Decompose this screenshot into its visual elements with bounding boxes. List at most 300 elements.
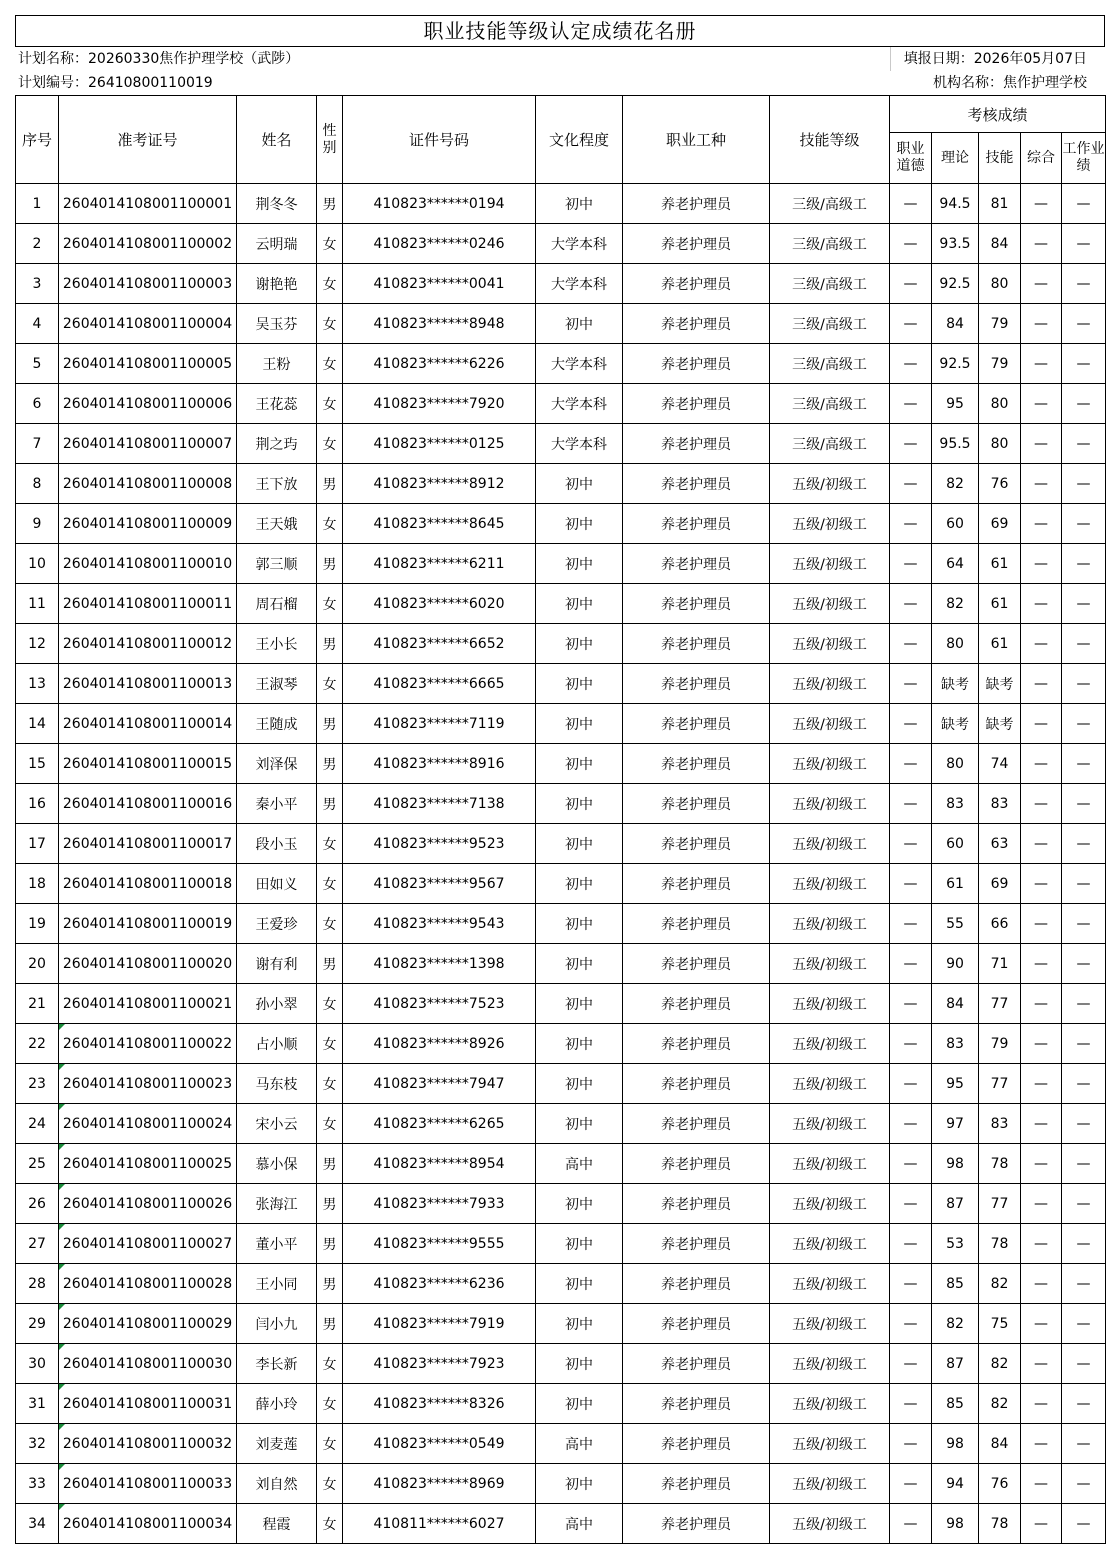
cell-id-number: 410823******9555 [343,1224,536,1264]
cell-ethics: — [890,1264,932,1304]
cell-ethics: — [890,984,932,1024]
cell-id-number: 410823******9543 [343,904,536,944]
cell-education: 初中 [536,1464,623,1504]
cell-ethics: — [890,744,932,784]
cell-ethics: — [890,1024,932,1064]
table-row [16,544,1106,584]
cell-education: 高中 [536,1504,623,1544]
cell-theory: 85 [932,1264,979,1304]
cell-work-performance: — [1062,624,1106,664]
header-name: 姓名 [237,96,317,184]
cell-name: 谢有利 [237,944,317,984]
cell-skill: 76 [979,464,1021,504]
cell-skill: 缺考 [979,664,1021,704]
cell-seq: 9 [16,504,59,544]
cell-id-number: 410823******8912 [343,464,536,504]
cell-theory: 98 [932,1424,979,1464]
cell-id-number: 410823******7119 [343,704,536,744]
cell-theory: 95 [932,1064,979,1104]
cell-ethics: — [890,1104,932,1144]
table-row [16,184,1106,224]
cell-work-performance: — [1062,1424,1106,1464]
cell-ethics: — [890,344,932,384]
cell-skill-level: 五级/初级工 [770,544,890,584]
cell-gender: 女 [317,584,343,624]
cell-occupation: 养老护理员 [623,1264,770,1304]
cell-seq: 21 [16,984,59,1024]
cell-education: 初中 [536,624,623,664]
cell-work-performance: — [1062,184,1106,224]
score-table [15,95,1106,1544]
cell-name: 宋小云 [237,1104,317,1144]
cell-seq: 26 [16,1184,59,1224]
header-id-number: 证件号码 [343,96,536,184]
cell-skill: 78 [979,1224,1021,1264]
cell-skill-level: 五级/初级工 [770,784,890,824]
cell-name: 云明瑞 [237,224,317,264]
cell-skill-level: 五级/初级工 [770,704,890,744]
cell-theory: 93.5 [932,224,979,264]
cell-education: 初中 [536,1344,623,1384]
cell-skill-level: 五级/初级工 [770,1424,890,1464]
table-header [16,96,1106,184]
cell-skill-level: 五级/初级工 [770,1184,890,1224]
cell-gender: 男 [317,784,343,824]
header-education: 文化程度 [536,96,623,184]
cell-seq: 2 [16,224,59,264]
cell-occupation: 养老护理员 [623,1064,770,1104]
cell-seq: 33 [16,1464,59,1504]
cell-occupation: 养老护理员 [623,904,770,944]
cell-skill: 78 [979,1504,1021,1544]
cell-work-performance: — [1062,944,1106,984]
cell-name: 王下放 [237,464,317,504]
cell-id-number: 410823******8645 [343,504,536,544]
cell-occupation: 养老护理员 [623,1384,770,1424]
cell-occupation: 养老护理员 [623,864,770,904]
cell-skill: 81 [979,184,1021,224]
cell-name: 田如义 [237,864,317,904]
cell-work-performance: — [1062,1184,1106,1224]
cell-theory: 83 [932,784,979,824]
cell-name: 周石榴 [237,584,317,624]
cell-gender: 女 [317,904,343,944]
cell-occupation: 养老护理员 [623,824,770,864]
cell-skill-level: 五级/初级工 [770,1384,890,1424]
cell-education: 初中 [536,464,623,504]
cell-work-performance: — [1062,504,1106,544]
cell-education: 初中 [536,704,623,744]
cell-id-number: 410811******6027 [343,1504,536,1544]
cell-name: 王天娥 [237,504,317,544]
cell-ethics: — [890,1424,932,1464]
cell-ethics: — [890,304,932,344]
cell-gender: 男 [317,744,343,784]
cell-occupation: 养老护理员 [623,224,770,264]
cell-education: 大学本科 [536,344,623,384]
table-row [16,1224,1106,1264]
cell-skill: 74 [979,744,1021,784]
cell-skill-level: 五级/初级工 [770,664,890,704]
cell-id-number: 410823******0549 [343,1424,536,1464]
table-row [16,384,1106,424]
cell-name: 孙小翠 [237,984,317,1024]
cell-gender: 女 [317,304,343,344]
cell-name: 荆之玙 [237,424,317,464]
cell-name: 秦小平 [237,784,317,824]
cell-id-number: 410823******7923 [343,1344,536,1384]
cell-occupation: 养老护理员 [623,544,770,584]
cell-occupation: 养老护理员 [623,184,770,224]
cell-theory: 94 [932,1464,979,1504]
cell-occupation: 养老护理员 [623,984,770,1024]
cell-occupation: 养老护理员 [623,1424,770,1464]
cell-ticket: 2604014108001100025 [59,1144,237,1184]
cell-theory: 87 [932,1184,979,1224]
table-row [16,1344,1106,1384]
cell-id-number: 410823******8954 [343,1144,536,1184]
cell-seq: 3 [16,264,59,304]
cell-theory: 80 [932,624,979,664]
cell-overall: — [1021,1224,1062,1264]
cell-ticket: 2604014108001100027 [59,1224,237,1264]
cell-skill: 82 [979,1384,1021,1424]
cell-gender: 女 [317,1424,343,1464]
cell-name: 吴玉芬 [237,304,317,344]
cell-skill: 84 [979,224,1021,264]
cell-occupation: 养老护理员 [623,624,770,664]
header-theory: 理论 [932,133,979,184]
table-row [16,464,1106,504]
cell-education: 初中 [536,184,623,224]
cell-theory: 缺考 [932,664,979,704]
cell-skill-level: 五级/初级工 [770,1264,890,1304]
header-overall: 综合 [1021,133,1062,184]
cell-ticket: 2604014108001100016 [59,784,237,824]
cell-theory: 87 [932,1344,979,1384]
cell-overall: — [1021,864,1062,904]
cell-skill-level: 五级/初级工 [770,1344,890,1384]
cell-gender: 男 [317,1224,343,1264]
cell-skill-level: 五级/初级工 [770,464,890,504]
cell-name: 段小玉 [237,824,317,864]
cell-occupation: 养老护理员 [623,784,770,824]
plan-name: 计划名称：20260330焦作护理学校（武陟） [18,51,300,67]
cell-id-number: 410823******7138 [343,784,536,824]
cell-gender: 女 [317,1384,343,1424]
table-row [16,664,1106,704]
cell-name: 王淑琴 [237,664,317,704]
cell-theory: 95.5 [932,424,979,464]
cell-gender: 男 [317,704,343,744]
cell-theory: 98 [932,1504,979,1544]
cell-occupation: 养老护理员 [623,944,770,984]
cell-education: 大学本科 [536,424,623,464]
cell-seq: 14 [16,704,59,744]
cell-skill-level: 三级/高级工 [770,264,890,304]
cell-work-performance: — [1062,344,1106,384]
cell-ticket: 2604014108001100002 [59,224,237,264]
cell-skill-level: 五级/初级工 [770,984,890,1024]
cell-ticket: 2604014108001100024 [59,1104,237,1144]
cell-education: 初中 [536,504,623,544]
cell-work-performance: — [1062,1384,1106,1424]
cell-skill-level: 五级/初级工 [770,1104,890,1144]
report-date: 填报日期：2026年05月07日 [903,51,1087,67]
cell-seq: 32 [16,1424,59,1464]
cell-skill: 63 [979,824,1021,864]
cell-name: 王随成 [237,704,317,744]
cell-work-performance: — [1062,264,1106,304]
cell-work-performance: — [1062,664,1106,704]
cell-work-performance: — [1062,1464,1106,1504]
cell-ethics: — [890,464,932,504]
cell-overall: — [1021,1104,1062,1144]
cell-theory: 82 [932,464,979,504]
page-title: 职业技能等级认定成绩花名册 [15,15,1105,46]
cell-skill: 79 [979,1024,1021,1064]
cell-ticket: 2604014108001100005 [59,344,237,384]
cell-name: 张海江 [237,1184,317,1224]
cell-gender: 男 [317,1144,343,1184]
cell-occupation: 养老护理员 [623,664,770,704]
cell-overall: — [1021,1064,1062,1104]
cell-theory: 94.5 [932,184,979,224]
cell-gender: 男 [317,624,343,664]
cell-education: 初中 [536,904,623,944]
table-row [16,784,1106,824]
cell-name: 程霞 [237,1504,317,1544]
cell-occupation: 养老护理员 [623,504,770,544]
cell-theory: 64 [932,544,979,584]
cell-id-number: 410823******6236 [343,1264,536,1304]
cell-overall: — [1021,184,1062,224]
cell-skill-level: 五级/初级工 [770,504,890,544]
cell-skill-level: 三级/高级工 [770,424,890,464]
cell-work-performance: — [1062,384,1106,424]
cell-gender: 女 [317,864,343,904]
cell-skill-level: 三级/高级工 [770,304,890,344]
cell-gender: 女 [317,224,343,264]
cell-ethics: — [890,504,932,544]
cell-id-number: 410823******0125 [343,424,536,464]
cell-ethics: — [890,1344,932,1384]
cell-overall: — [1021,824,1062,864]
cell-gender: 女 [317,664,343,704]
cell-ticket: 2604014108001100017 [59,824,237,864]
cell-education: 高中 [536,1424,623,1464]
cell-name: 郭三顺 [237,544,317,584]
cell-skill: 66 [979,904,1021,944]
cell-name: 谢艳艳 [237,264,317,304]
cell-gender: 女 [317,984,343,1024]
header-ethics: 职业道德 [890,133,932,184]
table-row [16,1064,1106,1104]
cell-work-performance: — [1062,744,1106,784]
cell-seq: 29 [16,1304,59,1344]
cell-name: 王粉 [237,344,317,384]
cell-name: 慕小保 [237,1144,317,1184]
cell-theory: 80 [932,744,979,784]
cell-ethics: — [890,1384,932,1424]
cell-overall: — [1021,784,1062,824]
cell-overall: — [1021,1504,1062,1544]
header-gender: 性别 [317,96,343,184]
cell-work-performance: — [1062,1344,1106,1384]
cell-theory: 92.5 [932,264,979,304]
cell-seq: 19 [16,904,59,944]
cell-work-performance: — [1062,584,1106,624]
cell-theory: 85 [932,1384,979,1424]
cell-id-number: 410823******7947 [343,1064,536,1104]
cell-seq: 7 [16,424,59,464]
cell-ethics: — [890,824,932,864]
cell-overall: — [1021,424,1062,464]
cell-occupation: 养老护理员 [623,584,770,624]
cell-occupation: 养老护理员 [623,1024,770,1064]
cell-skill-level: 五级/初级工 [770,1224,890,1264]
cell-skill-level: 五级/初级工 [770,1144,890,1184]
cell-work-performance: — [1062,824,1106,864]
cell-seq: 4 [16,304,59,344]
table-row [16,1184,1106,1224]
table-row [16,264,1106,304]
cell-ticket: 2604014108001100028 [59,1264,237,1304]
table-row [16,1264,1106,1304]
header-ticket: 准考证号 [59,96,237,184]
cell-id-number: 410823******8948 [343,304,536,344]
cell-theory: 92.5 [932,344,979,384]
cell-name: 薛小玲 [237,1384,317,1424]
cell-skill: 77 [979,984,1021,1024]
cell-skill-level: 三级/高级工 [770,384,890,424]
cell-gender: 女 [317,1464,343,1504]
cell-skill: 82 [979,1264,1021,1304]
cell-education: 初中 [536,1224,623,1264]
cell-overall: — [1021,1424,1062,1464]
cell-work-performance: — [1062,544,1106,584]
header-occupation: 职业工种 [623,96,770,184]
cell-ticket: 2604014108001100012 [59,624,237,664]
cell-id-number: 410823******7933 [343,1184,536,1224]
cell-skill: 61 [979,584,1021,624]
cell-ticket: 2604014108001100001 [59,184,237,224]
cell-education: 初中 [536,744,623,784]
cell-skill: 80 [979,384,1021,424]
cell-seq: 30 [16,1344,59,1384]
cell-theory: 缺考 [932,704,979,744]
table-row [16,984,1106,1024]
cell-skill: 82 [979,1344,1021,1384]
header-work-performance: 工作业绩 [1062,133,1106,184]
cell-skill: 69 [979,504,1021,544]
table-row [16,1304,1106,1344]
cell-education: 初中 [536,584,623,624]
table-body [16,184,1106,1544]
cell-education: 初中 [536,984,623,1024]
cell-overall: — [1021,264,1062,304]
cell-gender: 女 [317,264,343,304]
cell-seq: 31 [16,1384,59,1424]
cell-skill: 79 [979,344,1021,384]
table-row [16,344,1106,384]
cell-occupation: 养老护理员 [623,424,770,464]
cell-work-performance: — [1062,464,1106,504]
cell-seq: 11 [16,584,59,624]
cell-name: 董小平 [237,1224,317,1264]
cell-gender: 男 [317,464,343,504]
org-name: 机构名称：焦作护理学校 [933,75,1087,91]
cell-overall: — [1021,744,1062,784]
cell-overall: — [1021,1024,1062,1064]
cell-ethics: — [890,864,932,904]
cell-skill: 77 [979,1184,1021,1224]
cell-skill-level: 五级/初级工 [770,1464,890,1504]
cell-overall: — [1021,504,1062,544]
cell-skill: 69 [979,864,1021,904]
cell-ticket: 2604014108001100004 [59,304,237,344]
cell-occupation: 养老护理员 [623,1304,770,1344]
cell-skill: 75 [979,1304,1021,1344]
cell-education: 初中 [536,544,623,584]
cell-id-number: 410823******0246 [343,224,536,264]
cell-theory: 55 [932,904,979,944]
cell-ethics: — [890,1064,932,1104]
table-row [16,824,1106,864]
cell-work-performance: — [1062,864,1106,904]
table-row [16,1424,1106,1464]
meta-divider [890,47,891,71]
cell-overall: — [1021,704,1062,744]
cell-education: 初中 [536,944,623,984]
cell-ethics: — [890,624,932,664]
cell-name: 马东枝 [237,1064,317,1104]
cell-name: 刘麦莲 [237,1424,317,1464]
plan-number: 计划编号：26410800110019 [18,75,213,91]
cell-occupation: 养老护理员 [623,744,770,784]
cell-theory: 84 [932,304,979,344]
cell-skill: 缺考 [979,704,1021,744]
cell-ticket: 2604014108001100011 [59,584,237,624]
cell-occupation: 养老护理员 [623,704,770,744]
cell-ticket: 2604014108001100009 [59,504,237,544]
cell-gender: 女 [317,824,343,864]
cell-ethics: — [890,264,932,304]
cell-seq: 10 [16,544,59,584]
cell-education: 初中 [536,1384,623,1424]
cell-skill-level: 三级/高级工 [770,224,890,264]
cell-overall: — [1021,1144,1062,1184]
cell-work-performance: — [1062,1024,1106,1064]
cell-overall: — [1021,1464,1062,1504]
table-row [16,864,1106,904]
cell-skill: 83 [979,784,1021,824]
cell-seq: 1 [16,184,59,224]
cell-skill: 79 [979,304,1021,344]
cell-theory: 98 [932,1144,979,1184]
cell-ticket: 2604014108001100010 [59,544,237,584]
cell-id-number: 410823******6226 [343,344,536,384]
cell-overall: — [1021,624,1062,664]
cell-name: 王小长 [237,624,317,664]
cell-ethics: — [890,944,932,984]
cell-seq: 34 [16,1504,59,1544]
table-row [16,944,1106,984]
cell-occupation: 养老护理员 [623,344,770,384]
cell-ethics: — [890,1224,932,1264]
cell-skill: 61 [979,624,1021,664]
cell-seq: 27 [16,1224,59,1264]
